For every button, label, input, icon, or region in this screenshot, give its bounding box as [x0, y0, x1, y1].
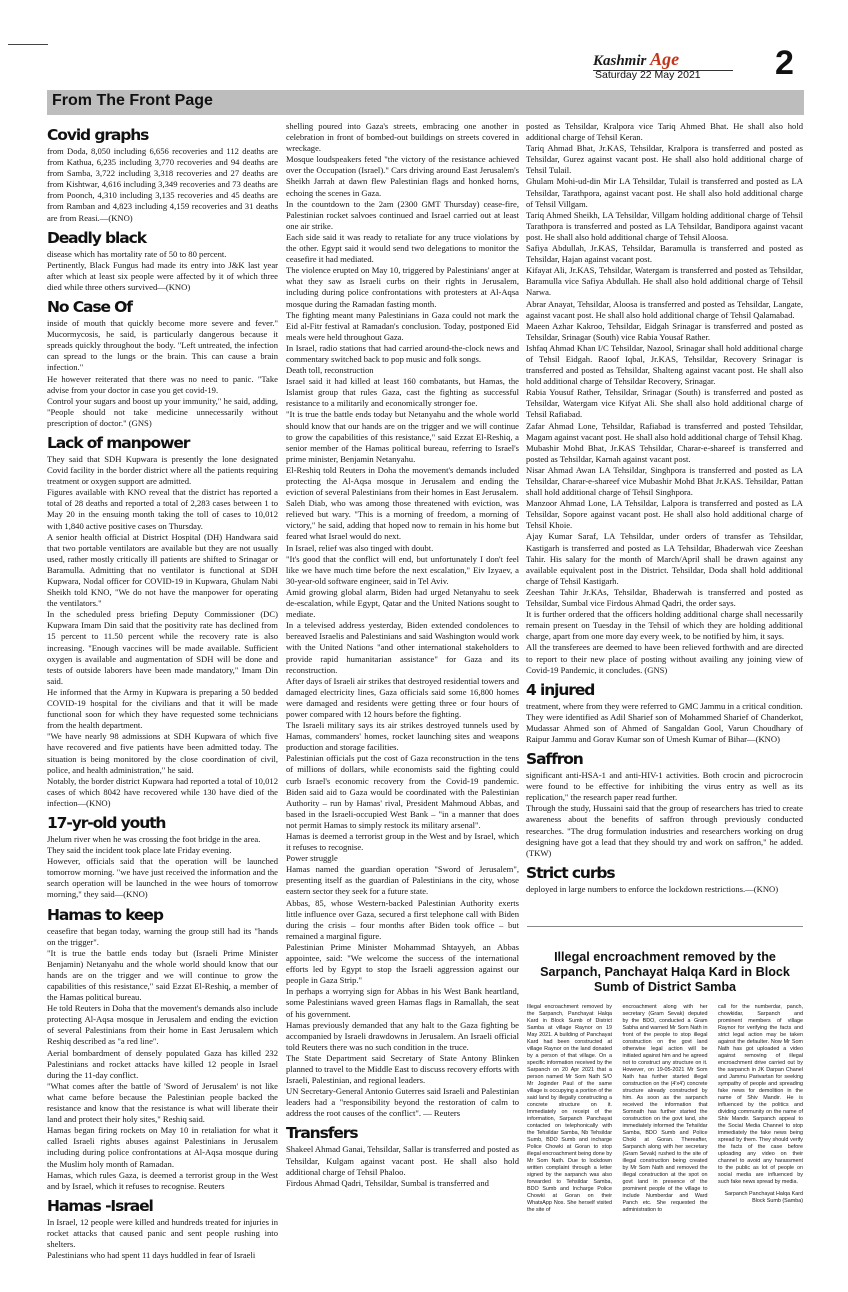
story-headline: Covid graphs: [47, 126, 149, 144]
boxed-story-headline: Illegal encroachment removed by the Sarpanch, Panchayat Halqa Kard in Block Sumb of District Samba: [540, 950, 790, 994]
story-paragraph: Aerial bombardment of densely populated Gaza has killed 232 Palestinians and rocket attacks have killed 12 people in Israel during the 11-day conflict.: [47, 1047, 278, 1080]
story-paragraph: significant anti-HSA-1 and anti-HIV-1 activities. Both crocin and picrocrocin were found to be effective for inhibiting the virus entry as well as its replication," the research paper read further.: [526, 770, 803, 803]
story-paragraph: The violence erupted on May 10, triggered by Palestinians' anger at what they saw as Israeli curbs on their rights in Jerusalem, including during police confrontations with protesters at Al-Aqsa mosque during the Ramadan fasting month.: [286, 265, 519, 309]
page-number: 2: [775, 44, 794, 82]
column-2: [286, 121, 519, 1189]
story-paragraph: Figures available with KNO reveal that the district has reported a total of 28 deaths and reported a total of 2,283 cases between 1 to May 20 in the ensuing month taking the toll of cases to 10,012 with 1,840 active positive cases on Thursday.: [47, 487, 278, 531]
story-headline: No Case Of: [47, 298, 132, 317]
logo-accent: Age: [650, 49, 680, 69]
story-paragraph: Abrar Anayat, Tehsildar, Aloosa is transferred and posted as Tehsildar, Langate, against vacant post. He shall also hold additional charge of Tehsil Qalamabad.: [526, 298, 803, 320]
story-paragraph: Israel said it had killed at least 160 combatants, but Hamas, the Islamist group that rules Gaza, cast the fighting as successful resistance to a militarily and economically stronger foe.: [286, 376, 519, 409]
boxed-story: [527, 926, 803, 1267]
story-paragraph: Safiya Abdullah, Jr.KAS, Tehsildar, Baramulla is transferred and posted as Tehsildar, Hajan against vacant post.: [526, 243, 803, 265]
story-paragraph: Through the study, Hussaini said that the group of researchers has tried to create awareness about the benefits of saffron through previously conducted researches. "The drug formulation industries and researchers working on drug designing have got a lead that they should try and work on saffron," he added.(TKW): [526, 803, 803, 858]
story-paragraph: Ajay Kumar Saraf, LA Tehsildar, under orders of transfer as Tehsildar, Kastigarh is transferred and posted as LA Tehsildar, Bhaderwah vice Zeeshan Tahir. His salary for the month of March/April shall be drawn against any available equivalent post in the District. Tehsildar, Doda shall hold additional charge of Tehsil Kastigarh.: [526, 531, 803, 586]
story-paragraph: Hamas is deemed a terrorist group in the West and by Israel, which it refuses to recognise.: [286, 831, 519, 853]
story-headline: Deadly black: [47, 228, 146, 247]
story-paragraph: shelling poured into Gaza's streets, embracing one another in celebration in front of bombed-out buildings on streets covered in wreckage.: [286, 121, 519, 154]
story-paragraph: In the scheduled press briefing Deputy Commissioner (DC) Kupwara Imam Din said that the positivity rate has declined from 15 percent to 11.50 percent while the recovery rate is also increasing. "Enough vaccines will be made available. Sufficient oxygen is available and augmentation of SDH will be done and tests of outside laborers have been made mandatory," Imam Din said.: [47, 609, 278, 686]
story-paragraph: "It's good that the conflict will end, but unfortunately I don't feel like we have much time before the next escalation," Eiv Izyaev, a 30-year-old software engineer, said in Tel Aviv.: [286, 553, 519, 586]
story-paragraph: Kifayat Ali, Jr.KAS, Tehsildar, Watergam is transferred and posted as Tehsildar, Baramulla vice Safiya Abdullah. He shall also hold additional charge of Tehsil Narwa.: [526, 265, 803, 298]
story-paragraph: Amid growing global alarm, Biden had urged Netanyahu to seek de-escalation, while Egypt, Qatar and the United Nations sought to mediate.: [286, 586, 519, 620]
story-paragraph: Hamas began firing rockets on May 10 in retaliation for what it called Israeli rights abuses against Palestinians in Jerusalem including during police confrontations at Al-Aqsa mosque during the Muslim holy month of Ramadan.: [47, 1125, 278, 1169]
boxed-story-text: encroachment along with her secretary (Gram Sevak) deputed by the BDO, conducted a Gram Sabha and warned Mr Som Nath in front of the people to stop illegal construction on the govt land otherwise legal action will be initiated against him and he agreed not to construct any structure on it. However, on 19-05-2021 Mr Som Nath has further started illegal construction on the (4'x4') concrete structure already constructed by him. As soon as the sarpanch received the information that Somnath has further started the construction on the govt land, she immediately informed the Tehsildar Samba, BDO Sumb and Police Choki at Goran. Thereafter, Sarpanch along with her secretary (Gram Sevak) rushed to the site of illegal construction being created by Mr Som Nath and removed the illegal construction at the spot on govt land in presence of the prominent people of the village to include Numberdar and Ward Panch etc. She requested the administration to: [622, 1004, 708, 1213]
story-paragraph: Tariq Ahmad Bhat, Jr.KAS, Tehsildar, Kralpora is transferred and posted as Tehsildar, Gurez against vacant post. He shall also hold additional charge of Tehsil Tulail.: [526, 143, 803, 176]
story-paragraph: Hamas, which rules Gaza, is deemed a terrorist group in the West and by Israel, which it refuses to recognise. Reuters: [47, 1169, 278, 1191]
story-paragraph: He informed that the Army in Kupwara is preparing a 50 bedded COVID-19 hospital for the civilians and that it will be made functional soon for which they have requested some technicians from the health department.: [47, 686, 278, 731]
story-paragraph: Control your sugars and boost up your immunity," he said, adding, "People should not take medicine unnecessarily without prescription of doctor." (GNS): [47, 395, 278, 428]
story-paragraph: Nisar Ahmad Awan LA Tehsildar, Singhpora is transferred and posted as LA Tehsildar, Charar-e-shareef vice Mubashir Mohd Bhat Jr.KAS. Tehsildar, Pattan shall hold additional charge of Tehsil Singhpora.: [526, 464, 803, 498]
masthead: [593, 47, 803, 83]
story-paragraph: Manzoor Ahmad Lone, LA Tehsildar, Lalpora is transferred and posted as LA Tehsildar, Sopore against vacant post. He shall also hold additional charge of Tehsil Khoie.: [526, 498, 803, 531]
story-paragraph: posted as Tehsildar, Kralpora vice Tariq Ahmed Bhat. He shall also hold additional charge of Tehsil Keran.: [526, 121, 803, 143]
boxed-story-signature: Sarpanch Panchayat Halqa Kard Block Sumb (Samba): [724, 1191, 803, 1204]
story-paragraph: Rabia Yousuf Rather, Tehsildar, Srinagar (South) is transferred and posted as Tehsildar, Watergam vice Kifyat Ali. She shall also hold additional charge of Tehsil Rafiabad.: [526, 387, 803, 420]
boxed-story-column-3: [718, 1004, 803, 1214]
story-paragraph: Palestinian Prime Minister Mohammad Shtayyeh, an Abbas appointee, said: "We welcome the success of the international efforts led by Egypt to stop the Israeli aggression against our people in Gaza Strip.": [286, 941, 519, 986]
newspaper-logo: [593, 49, 733, 71]
story-paragraph: Each side said it was ready to retaliate for any truce violations by the other. Egypt said it would send two delegations to monitor the ceasefire it had mediated.: [286, 231, 519, 265]
story-paragraph: However, officials said that the operation will be launched tomorrow morning. "we have just received the information and the search operation will be launched in the wee hours of tomorrow morning," they said—(KNO): [47, 856, 278, 900]
issue-date: Saturday 22 May 2021: [595, 69, 701, 81]
story-headline: Strict curbs: [526, 863, 615, 882]
story-headline: 17-yr-old youth: [47, 813, 166, 832]
story-paragraph: Death toll, reconstruction: [286, 365, 374, 376]
story-paragraph: Abbas, 85, whose Western-backed Palestinian Authority exerts little influence over Gaza, secured a first telephone call with Biden during the crisis – four months after Biden took office – but remained a marginal figure.: [286, 897, 519, 941]
story-headline: Saffron: [526, 750, 583, 769]
story-paragraph: Ishfaq Ahmad Khan I/C Tehsildar, Nazool, Srinagar shall hold additional charge of Tehsil Eidgah. Raoof Iqbal, Jr.KAS, Tehsildar, Recovery Srinagar is transferred and posted as Tehsildar, Shalteng against vacant post. He shall also hold additional charge of Tehsildar Recovery, Srinagar.: [526, 342, 803, 387]
story-paragraph: In Israel, 12 people were killed and hundreds treated for injuries in rocket attacks that caused panic and sent people rushing into shelters.: [47, 1216, 278, 1249]
story-paragraph: All the transferees are deemed to have been relieved forthwith and are directed to report to their new place of posting without availing any joining view of Covid-19 Pandemic, it concludes. (GNS): [526, 642, 803, 675]
story-paragraph: In the countdown to the 2am (2300 GMT Thursday) cease-fire, Palestinian rocket salvoes continued and Israel carried out at least one air strike.: [286, 198, 519, 231]
story-headline: Hamas to keep: [47, 905, 163, 924]
boxed-story-column-2: [623, 1004, 708, 1214]
story-headline: 4 injured: [526, 680, 595, 699]
story-paragraph: Mubashir Mohd Bhat, Jr.KAS Tehsildar, Charar-e-shareef is transferred and posted as Tehsildar, Karnah against vacant post.: [526, 442, 803, 464]
story-paragraph: treatment, where from they were referred to GMC Jammu in a critical condition.: [526, 700, 803, 711]
boxed-story-body: [527, 1004, 803, 1214]
story-paragraph: disease which has mortality rate of 50 to 80 percent.: [47, 248, 227, 259]
story-paragraph: Pertinently, Black Fungus had made its entry into J&K last year after which at least six people were affected by it of which three died while three others survived—(KNO): [47, 259, 278, 292]
story-paragraph: ceasefire that began today, warning the group still had its "hands on the trigger".: [47, 925, 278, 947]
story-paragraph: Firdous Ahmad Qadri, Tehsildar, Sumbal is transferred and: [286, 1177, 489, 1188]
story-paragraph: They said the incident took place late Friday evening.: [47, 845, 232, 856]
story-paragraph: Zafar Ahmad Lone, Tehsildar, Rafiabad is transferred and posted Tehsildar, Magam against vacant post. He shall also hold additional charge of Tehsil Khag.: [526, 420, 803, 442]
story-paragraph: "It is true the battle ends today but Netanyahu and the whole world should know that our hands are on the trigger and we will continue to grow the capabilities of this resistance," said Ezzat El-Reshiq, a senior member of the Hamas political bureau, referring to Israel's prime minister, Benjamin Netanyahu.: [286, 409, 519, 464]
story-paragraph: The fighting meant many Palestinians in Gaza could not mark the Eid al-Fitr festival at Ramadan's conclusion. Today, postponed Eid meals were held throughout Gaza.: [286, 309, 519, 342]
story-paragraph: The State Department said Secretary of State Antony Blinken planned to travel to the Middle East to discuss recovery efforts with Israeli, Palestinian, and regional leaders.: [286, 1052, 520, 1086]
story-paragraph: Jhelum river when he was crossing the foot bridge in the area.: [47, 833, 261, 844]
boxed-story-column-1: [527, 1004, 612, 1214]
story-paragraph: In Israel, relief was also tinged with doubt.: [286, 542, 434, 553]
story-paragraph: Hamas previously demanded that any halt to the Gaza fighting be accompanied by Israeli drawdowns in Jerusalem. An Israeli official told Reuters there was no such condition in the truce.: [286, 1019, 519, 1052]
story-paragraph: In perhaps a worrying sign for Abbas in his West Bank heartland, some Palestinians waved green Hamas flags in Ramallah, the seat of his government.: [286, 986, 519, 1019]
story-paragraph: UN Secretary-General Antonio Guterres said Israeli and Palestinian leaders had a "responsibility beyond the restoration of calm to address the root causes of the conflict". — Reuters: [286, 1086, 519, 1119]
column-1: [47, 121, 278, 1261]
story-paragraph: Saleh Diab, who was among those threatened with eviction, was relieved but wary. "This is a morning of freedom, a morning of victory," he said, adding that hoped now to remain in his home but feared what Israel would do next.: [286, 498, 519, 542]
boxed-story-text: Illegal encroachment removed by the Sarpanch, Panchayat Halqa Kard in Block Sumb of District Samba at village Raynor on 19 May 2021. A building of Panchayat Kard had been constructed at village Raynor on the land donated by a person of that village. On a specific information received by the Sarpanch on 20 Apr 2021 that a person named Mr Som Nath S/O Mr Joginder Paul of the same village is occupying a portion of the said land by illegally constructing a concrete structure on it. Immediately on receipt of the information, Sarpanch Panchayat contacted on telephonically with the Tehsildar Samba, Nb Tehsildar Sumb, BDO Sumb and incharge Police Chowki at Goran to stop illegal encroachment being done by Mr Som Nath. Due to lockdown written complaint through a letter signed by the sarpanch was also forwarded to Tehsildar Samba, BDO Sumb and Incharge Police Chowki at Goran on their WhatsApp Nos. She herself visited the site of: [527, 1004, 612, 1213]
story-paragraph: He however reiterated that there was no need to panic. "Take advise from your doctor in case you get covid-19.: [47, 373, 278, 395]
story-paragraph: It is further ordered that the officers holding additional charge shall necessarily remain present on Tuesday in the Tehsil of which they are holding additional charge, apart from one more day every week, to be notified by him, it says.: [526, 609, 803, 642]
story-paragraph: El-Reshiq told Reuters in Doha the movement's demands included protecting the Al-Aqsa mosque in Jerusalem and ending the eviction of several Palestinians from their homes in East Jerusalem.: [286, 464, 519, 498]
story-paragraph: Hamas named the guardian operation "Sword of Jerusalem", presenting itself as the guardian of Palestinians in the city, whose eastern sector they seek for a future state.: [286, 864, 519, 897]
story-paragraph: A senior health official at District Hospital (DH) Handwara said that two portable ventilators are available but they are not usually used, rather mostly critically ill patients are shifted to Srinagar or Baramulla. Admitting that no ventilator is functional at SDH Kupwara, Nodal officer for COVID-19 in Kupwara, Ghulam Nabi Sheikh told KNO, "We do not have the manpower for operating the ventilators.": [47, 531, 278, 609]
section-banner: [47, 90, 804, 115]
story-paragraph: In Israel, radio stations that had carried around-the-clock news and commentary switched back to pop music and folk songs.: [286, 342, 519, 364]
story-paragraph: They were identified as Adil Sharief son of Mohammed Sharief of Chanderkot, Mudassar Ahmed son of Ahmed of Sangaldan Gool, Varun Choudhary of Raipur Jammu and Gorav Kumar son of Umesh Kumar of Bihar—(KNO): [526, 711, 803, 744]
story-paragraph: Notably, the border district Kupwara had reported a total of 10,012 cases of which 8042 have recovered while 130 have died of the infection—(KNO): [47, 775, 278, 808]
story-paragraph: Power struggle: [286, 853, 338, 864]
boxed-story-text: call for the numberdar, panch, chowkidar, Sarpanch and prominent members of village Raynor for verifying the facts and strict legal action may be taken against the defaulter. Now Mr Som Nath has got uploaded a video against removing of illegal encroachment drive carried out by the sarpanch in JK Darpan Chanel and Jammu Parivartan for seeking sympathy of people and spreading fake news for demolition in the name of Shiv Mandir. He is influenced by the politics and dividing community on the name of Shiv Mandir. Sarpanch appeal to the Social Media Channel to stop immediately the fake news being spread by them. They should verify the facts of the case before uploading any video on their channel to avoid any harassment to the public as lot of people on social media are influenced by such fake news spread by media.: [718, 1004, 803, 1185]
story-headline: Transfers: [286, 1124, 358, 1143]
top-rule: [8, 44, 48, 45]
story-paragraph: Palestinians who had spent 11 days huddled in fear of Israeli: [47, 1250, 256, 1261]
story-headline: Lack of manpower: [47, 433, 190, 452]
story-paragraph: deployed in large numbers to enforce the lockdown restrictions.—(KNO): [526, 883, 779, 894]
story-paragraph: from Doda, 8,050 including 6,656 recoveries and 112 deaths are from Kathua, 6,235 including 3,770 recoveries and 94 deaths are from Samba, 3,722 including 3,318 recoveries and 27 deaths are from Kishtwar, 4,616 including 3,349 recoveries and 73 deaths are from Poonch, 4,310 including 3,135 recoveries and 45 deaths are from Ramban and 4,823 including 4,159 recoveries and 31 deaths are from Reasi.—(KNO): [47, 146, 278, 223]
story-paragraph: Tariq Ahmed Sheikh, LA Tehsildar, Villgam holding additional charge of Tehsil Tarathpora is transferred and posted as LA Tehsildar, Bandipora against vacant post. He shall also hold additional charge of Tehsil Aloosa.: [526, 209, 803, 242]
story-paragraph: inside of mouth that quickly become more severe and fever." Mucormycosis, he said, is particularly dangerous because it spreads quickly throughout the body. "Left untreated, the infection can spread to the lungs or the brain. This can cause a brain infection.": [47, 318, 278, 373]
story-paragraph: After days of Israeli air strikes that destroyed residential towers and damaged electricity lines, Gaza officials said some 16,800 homes were damaged and residents were getting three or four hours of power compared with 12 hours before the fighting.: [286, 675, 519, 719]
story-paragraph: Ghulam Mohi-ud-din Mir LA Tehsildar, Tulail is transferred and posted as LA Tehsildar, Tarathpora, against vacant post. He shall also hold additional charge of Tehsil Villgam.: [526, 176, 803, 209]
story-paragraph: "What comes after the battle of 'Sword of Jerusalem' is not like what came before because the Palestinian people backed the resistance and know that the resistance is what will liberate their land and protect their holy sites," Reshiq said.: [47, 1080, 278, 1125]
story-paragraph: "We have nearly 98 admissions at SDH Kupwara of which five have recovered and five patients have been admitted today. The situation is being monitored by the close coordination of civil, police, and health administration," he said.: [47, 731, 278, 775]
story-paragraph: "It is true the battle ends today but (Israeli Prime Minister Benjamin) Netanyahu and the whole world should know that our hands are on the trigger and we will continue to grow the capabilities of this resistance," said Ezzat El-Reshiq, a member of the Hamas political bureau.: [47, 947, 278, 1003]
story-paragraph: The Israeli military says its air strikes destroyed tunnels used by Hamas, commanders' homes, rocket launching sites and weapons production and storage facilities.: [286, 720, 519, 753]
story-paragraph: Mosque loudspeakers feted "the victory of the resistance achieved over the Occupation (Israel)." Cars driving around East Jerusalem's Sheikh Jarrah at dawn flew Palestinian flags and honked horns, echoing the scenes in Gaza.: [286, 154, 519, 198]
logo-text: Kashmir: [593, 53, 647, 69]
story-paragraph: Shakeel Ahmad Ganai, Tehsildar, Sallar is transferred and posted as Tehsildar, Kulgam against vacant post. He shall also hold additional charge of Tehsil Phaloo.: [286, 1144, 519, 1177]
story-paragraph: Maeen Azhar Kakroo, Tehsildar, Eidgah Srinagar is transferred and posted as Tehsildar, Srinagar (South) vice Rabia Yousaf Rather.: [526, 320, 803, 342]
story-headline: Hamas -Israel: [47, 1196, 153, 1215]
story-paragraph: Zeeshan Tahir Jr.KAs, Tehsildar, Bhaderwah is transferred and posted as Tehsildar, Sumbal vice Firdous Ahmad Qadri, the order says.: [526, 586, 803, 609]
story-paragraph: They said that SDH Kupwara is presently the lone designated Covid facility in the border district where all the patients requiring treatment or oxygen support are admitted.: [47, 453, 278, 487]
section-title: From The Front Page: [52, 92, 213, 109]
column-3: [526, 121, 803, 895]
story-paragraph: In a televised address yesterday, Biden extended condolences to bereaved Israelis and Palestinians and said Washington would work with the United Nations "and other international stakeholders to provide rapid humanitarian assistance" for Gaza and its reconstruction.: [286, 620, 519, 675]
story-paragraph: Palestinian officials put the cost of Gaza reconstruction in the tens of millions of dollars, while economists said the fighting could curb Israel's economic recovery from the Covid-19 pandemic. Biden said aid to Gaza would be coordinated with the Palestinian Authority – run by Hamas' rival, President Mahmoud Abbas, and based in the Israeli-occupied West Bank – "in a manner that does not permit Hamas to simply restock its military arsenal".: [286, 753, 519, 830]
story-paragraph: He told Reuters in Doha that the movement's demands also include protecting Al-Aqsa mosque in Jerusalem and ending the eviction of several Palestinians from their home in East Jerusalem which Reshiq described as "a red line".: [47, 1003, 278, 1047]
